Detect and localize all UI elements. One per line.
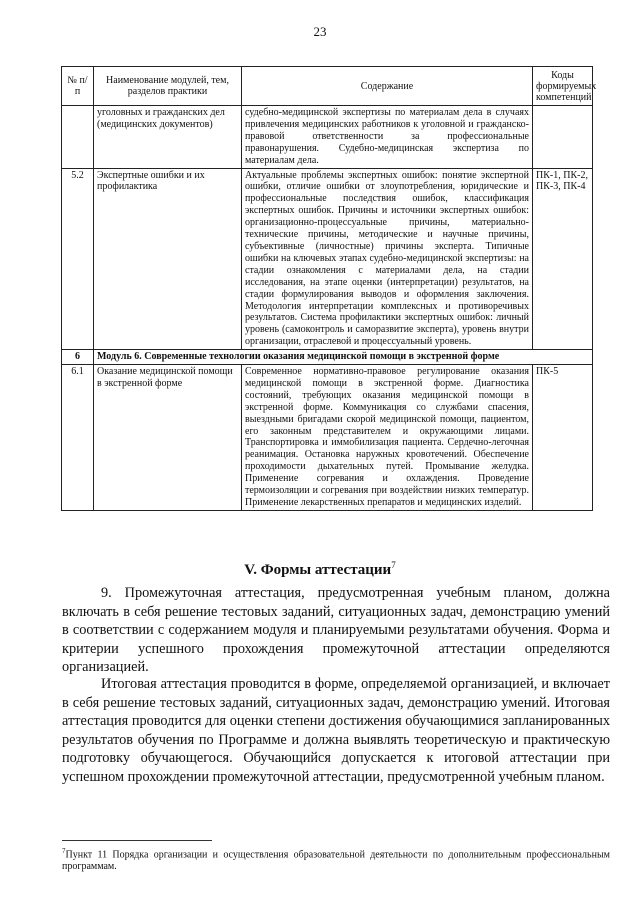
- header-codes: Коды формируемых компетенций: [533, 67, 593, 106]
- row-codes: ПК-1, ПК-2, ПК-3, ПК-4: [533, 168, 593, 350]
- header-num: № п/п: [62, 67, 94, 106]
- row-codes: [533, 106, 593, 169]
- module-title: Модуль 6. Современные технологии оказания медицинской помощи в экстренной форме: [94, 350, 593, 365]
- row-num: 5.2: [62, 168, 94, 350]
- header-name: Наименование модулей, тем, разделов практики: [94, 67, 242, 106]
- page-number: 23: [313, 24, 327, 39]
- module-row: [62, 350, 593, 365]
- row-codes: ПК-5: [533, 365, 593, 511]
- table-row: [62, 106, 593, 169]
- paragraph-intermediate-attestation: 9. Промежуточная аттестация, предусмотренная учебным планом, должна включать в себя решение тестовых заданий, ситуационных задач, демонстрацию умений в соответствии с содержанием модуля и планируемыми результатами обучения. Форма и критерии успешного прохождения промежуточной аттестации определяются организацией.: [62, 585, 610, 676]
- row-num: [62, 106, 94, 169]
- table-row: [62, 365, 593, 511]
- section-heading: [0, 560, 640, 579]
- footnote-text: Пункт 11 Порядка организации и осуществления образовательной деятельности по дополнительным профессиональным программам.: [62, 849, 610, 873]
- row-content: судебно-медицинской экспертизы по материалам дела в случаях привлечения медицинских работников к уголовной и гражданско-правовой ответственности за профессиональные правонарушения. Судебно-медицинская экспертиза по материалам дела.: [242, 106, 533, 169]
- header-content: Содержание: [242, 67, 533, 106]
- section-title: V. Формы аттестации: [244, 562, 392, 578]
- table-row: [62, 168, 593, 350]
- footnote-reference: 7: [391, 560, 396, 570]
- footnote-marker: 7: [62, 847, 66, 855]
- row-name: Оказание медицинской помощи в экстренной форме: [94, 365, 242, 511]
- row-num: 6.1: [62, 365, 94, 511]
- row-content: Современное нормативно-правовое регулирование оказания медицинской помощи в экстренной форме. Диагностика состояний, требующих оказания медицинской помощи в экстренной форме. Коммуникация со службами спасения, выездными бригадами скорой медицинской помощи, пациентом, его законным представителем и окружающими лицами. Транспортировка и иммобилизация пациента. Сердечно-легочная реанимация. Остановка наружных кровотечений. Обеспечение проходимости дыхательных путей. Промывание желудка. Применение согревания и охлаждения. Проведение термоизоляции и согревания при воздействии низких температур. Применение лекарственных препаратов и медицинских изделий.: [242, 365, 533, 511]
- module-num: 6: [62, 350, 94, 365]
- curriculum-table: [61, 66, 597, 511]
- row-name: Экспертные ошибки и их профилактика: [94, 168, 242, 350]
- row-name: уголовных и гражданских дел (медицинских документов): [94, 106, 242, 169]
- footnote: [62, 845, 610, 873]
- row-content: Актуальные проблемы экспертных ошибок: понятие экспертной ошибки, отличие ошибки от злоупотребления, юридические и профессиональные последствия ошибок, классификация экспертных ошибок. Причины и источники экспертных ошибок: организационно-процессуальные причины, материально-технические причины, методические и научные причины, субъективные (личностные) причины эксперта. Типичные ошибки на ключевых этапах судебно-медицинской экспертизы: на стадии ознакомления с материалами дела, на стадии исследования, на этапе оценки (интерпретации) результатов, на стадии формулирования выводов и оформления заключения. Методология интерпретации комплексных и противоречивых результатов. Система профилактики экспертных ошибок: личный уровень (самоконтроль и саморазвитие эксперта), уровень внутри организации, отраслевой и процессуальный уровень.: [242, 168, 533, 350]
- paragraph-final-attestation: Итоговая аттестация проводится в форме, определяемой организацией, и включает в себя решение тестовых заданий, ситуационных задач, демонстрацию умений. Итоговая аттестация проводится для оценки степени достижения обучающимися запланированных результатов обучения по Программе и должна выявлять теоретическую и практическую подготовку обучающегося. Обучающийся допускается к итоговой аттестации при успешном прохождении промежуточной аттестации, предусмотренной учебным планом.: [62, 676, 610, 785]
- footnote-divider: [62, 840, 212, 841]
- table-header-row: [62, 67, 593, 106]
